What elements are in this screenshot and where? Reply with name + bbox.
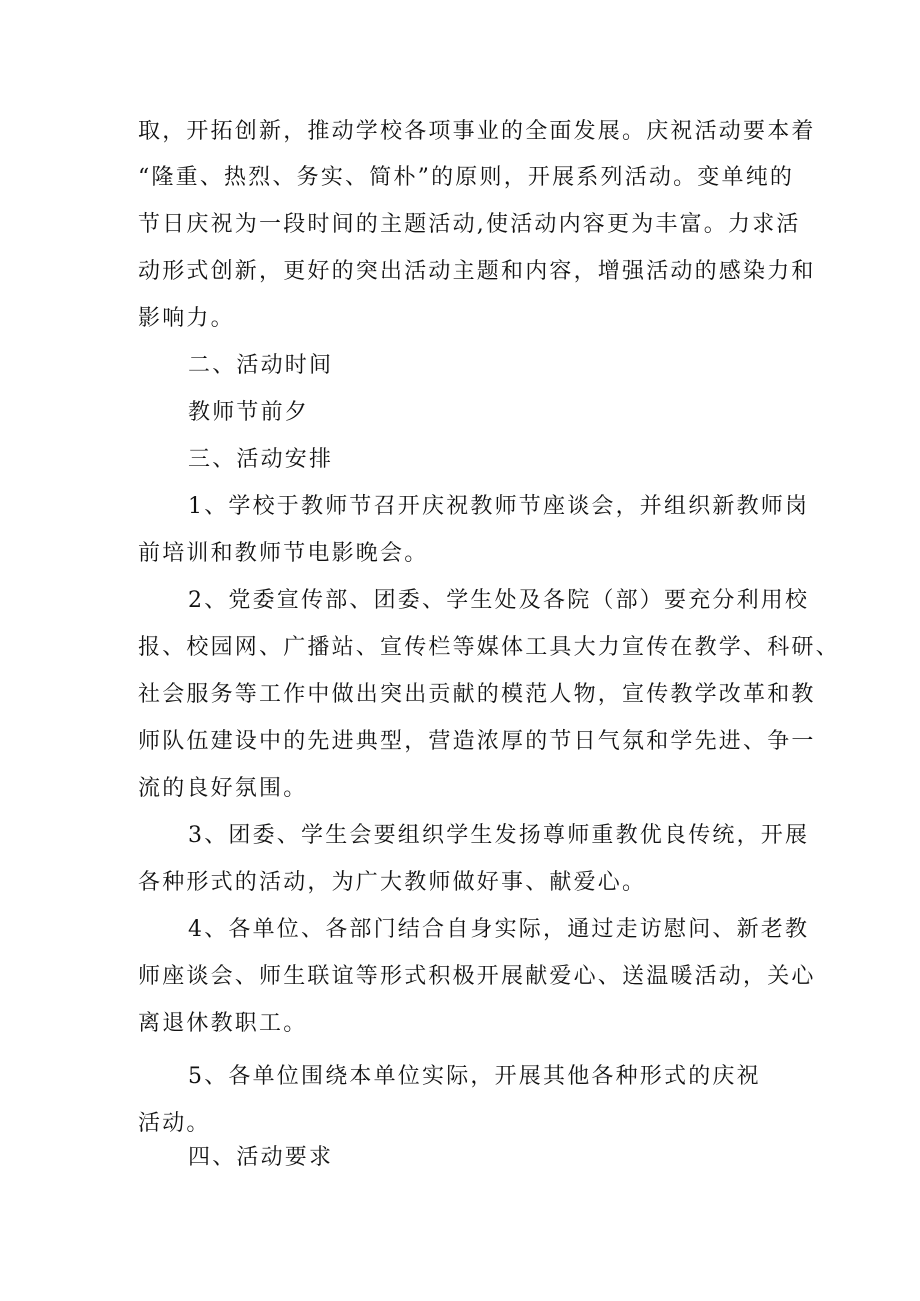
text-line: 取，开拓创新，推动学校各项事业的全面发展。庆祝活动要本着 bbox=[138, 119, 816, 144]
text-line: 师座谈会、师生联谊等形式积极开展献爱心、送温暖活动，关心 bbox=[138, 964, 816, 989]
text-line: 教师节前夕 bbox=[188, 400, 310, 425]
list-item-1: 1、学校于教师节召开庆祝教师节座谈会，并组织新教师岗 bbox=[188, 494, 810, 519]
list-item-4: 4、各单位、各部门结合自身实际，通过走访慰问、新老教 bbox=[188, 917, 810, 942]
text-line: 师队伍建设中的先进典型，营造浓厚的节日气氛和学先进、争一 bbox=[138, 729, 816, 754]
text-line: 社会服务等工作中做出突出贡献的模范人物，宣传教学改革和教 bbox=[138, 682, 816, 707]
text-line: 离退休教职工。 bbox=[138, 1011, 308, 1036]
list-item-2: 2、党委宣传部、团委、学生处及各院（部）要充分利用校 bbox=[188, 588, 810, 613]
text-line: 流的良好氛围。 bbox=[138, 776, 308, 801]
text-line: 影响力。 bbox=[138, 306, 235, 331]
text-line: 节日庆祝为一段时间的主题活动,使活动内容更为丰富。力求活 bbox=[138, 212, 801, 237]
text-line: 动形式创新，更好的突出活动主题和内容，增强活动的感染力和 bbox=[138, 259, 816, 284]
list-item-5: 5、各单位围绕本单位实际，开展其他各种形式的庆祝 bbox=[188, 1064, 761, 1089]
text-line: 前培训和教师节电影晚会。 bbox=[138, 541, 429, 566]
section-heading-time: 二、活动时间 bbox=[188, 353, 334, 378]
text-line: 报、校园网、广播站、宣传栏等媒体工具大力宣传在教学、科研、 bbox=[138, 635, 840, 660]
section-heading-requirements: 四、活动要求 bbox=[188, 1145, 334, 1170]
section-heading-arrangement: 三、活动安排 bbox=[188, 447, 334, 472]
text-line: “隆重、热烈、务实、简朴”的原则，开展系列活动。变单纯的 bbox=[138, 165, 795, 190]
text-line: 各种形式的活动，为广大教师做好事、献爱心。 bbox=[138, 870, 647, 895]
text-line: 活动。 bbox=[138, 1111, 211, 1136]
list-item-3: 3、团委、学生会要组织学生发扬尊师重教优良传统，开展 bbox=[188, 823, 810, 848]
